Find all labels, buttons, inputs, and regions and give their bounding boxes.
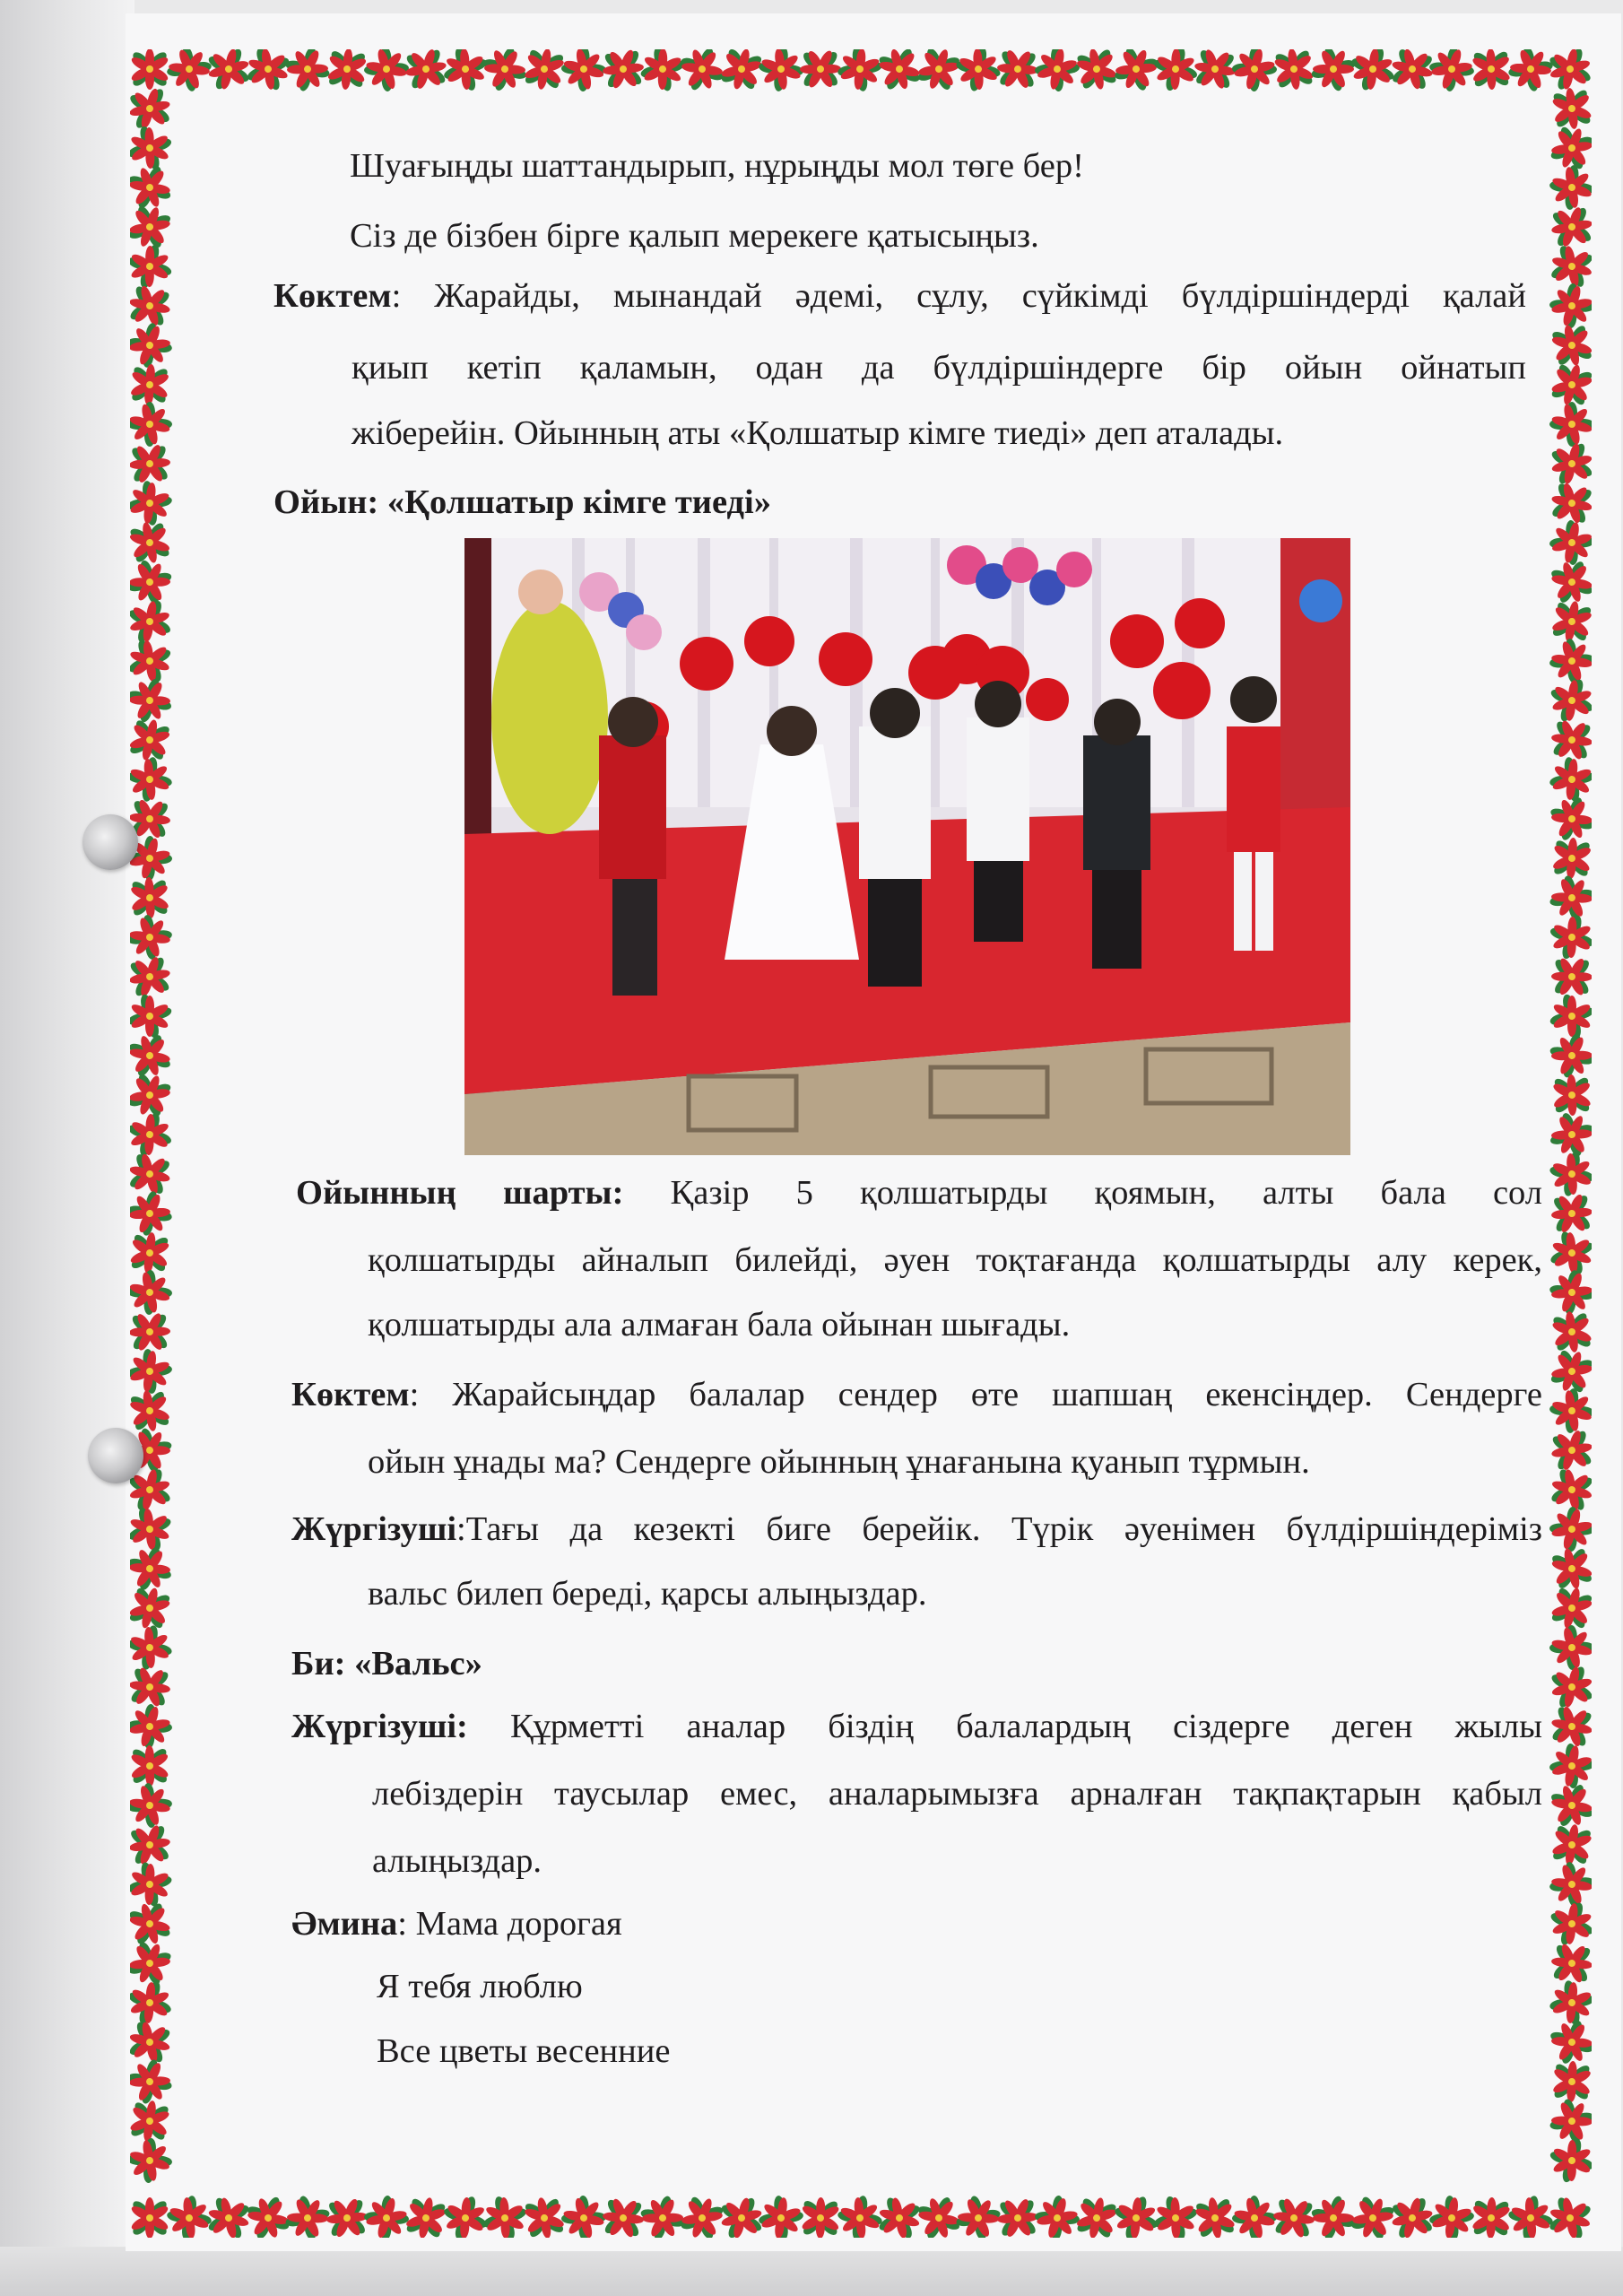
poinsettia-icon [1543,1146,1592,1203]
dialogue-line: Әмина: Мама дорогая [291,1905,622,1943]
poinsettia-icon [280,49,335,97]
poinsettia-icon [1548,204,1592,250]
poinsettia-icon [1072,49,1120,93]
poinsettia-icon [601,49,646,91]
punch-hole-bottom [88,1428,143,1483]
poinsettia-icon [325,2196,369,2238]
poinsettia-icon [130,396,178,453]
poinsettia-icon [130,876,171,919]
poinsettia-icon [130,2132,178,2189]
poinsettia-icon [995,2196,1039,2238]
poinsettia-icon [1544,870,1592,926]
poinsettia-icon [601,2196,646,2238]
poinsettia-icon [1548,1544,1592,1593]
poinsettia-icon [1543,514,1592,571]
poinsettia-icon [130,1068,176,1121]
poinsettia-icon [1028,49,1086,98]
text-line: қиып кетіп қаламын, одан да бүлдіршіндерге бір ойын ойнатып [352,349,1526,387]
poinsettia-icon [1148,2190,1203,2238]
poinsettia-icon [1549,1941,1592,1985]
poinsettia-icon [130,1698,178,1755]
poinsettia-icon [130,1030,176,1082]
poinsettia-icon [477,2191,532,2238]
text-line: алыңыздар. [372,1842,542,1880]
poinsettia-icon [130,988,178,1044]
poinsettia-icon [438,49,493,96]
poinsettia-icon [130,1777,178,1834]
poinsettia-icon [1543,1974,1592,2031]
poinsettia-icon [130,201,176,254]
poinsettia-icon [130,1665,173,1709]
poinsettia-icon [1546,1662,1592,1712]
poinsettia-icon [130,1745,170,1787]
poinsettia-icon [1543,1382,1592,1439]
poinsettia-icon [1471,2196,1512,2238]
poinsettia-icon [130,282,174,329]
poinsettia-icon [913,49,965,95]
poinsettia-icon [204,2193,255,2238]
poinsettia-icon [1547,1583,1592,1633]
poinsettia-icon [130,317,178,374]
poinsettia-icon [1502,2189,1558,2238]
poinsettia-icon [1544,2193,1592,2238]
speaker-name: Көктем [291,1376,410,1413]
poinsettia-icon [130,2197,169,2238]
poinsettia-icon [130,442,172,485]
poinsettia-icon [1545,1897,1592,1950]
poinsettia-icon [1543,1737,1592,1795]
poinsettia-icon [130,1502,177,1555]
poinsettia-icon [1551,956,1592,997]
poinsettia-icon [1549,1192,1592,1236]
poinsettia-icon [555,2189,612,2238]
poinsettia-icon [800,49,842,90]
poinsettia-icon [1226,2189,1283,2238]
poinsettia-icon [1549,597,1592,645]
poinsettia-icon [130,751,178,807]
poinsettia-icon [1109,49,1163,96]
poinsettia-icon [130,1620,178,1676]
poinsettia-icon [402,49,450,92]
poinsettia-icon [521,49,568,93]
poinsettia-icon [1192,49,1238,92]
poinsettia-icon [1547,360,1592,411]
poinsettia-icon [1551,1074,1592,1117]
poinsettia-icon [1544,988,1592,1044]
speaker-name: Ойынның шарты: [296,1174,624,1212]
poinsettia-icon [1546,240,1592,291]
poinsettia-icon [1543,751,1592,807]
text-line: Сіз де бізбен бірге қалып мерекеге қатысыңыз. [350,217,1039,255]
poinsettia-icon [874,49,924,95]
poinsettia-icon [130,1822,173,1867]
text-line: қолшатырды айналып билейді, әуен тоқтағанда қолшатырды алу керек, [368,1241,1542,1279]
poinsettia-icon [130,596,176,648]
poinsettia-icon [1544,49,1592,94]
poinsettia-icon [130,909,178,966]
text-line: лебіздерін таусылар емес, аналарымызға арналған тақпақтарын қабыл [372,1775,1542,1813]
dance-heading: Би: «Вальс» [291,1645,482,1683]
poinsettia-icon [1471,49,1512,91]
poinsettia-icon [1387,49,1436,93]
poinsettia-icon [1543,159,1592,216]
poinsettia-icon [1543,632,1592,690]
poinsettia-icon [130,161,176,213]
poinsettia-icon [1109,2191,1164,2238]
poinsettia-icon [1549,1309,1592,1355]
poinsettia-icon [1549,1822,1592,1868]
poinsettia-icon [130,1936,177,1990]
poinsettia-icon [1546,121,1592,174]
poinsettia-icon [403,2194,450,2238]
poinsettia-icon [1545,1107,1592,1161]
poinsettia-icon [800,2197,841,2238]
poinsettia-icon [130,2017,175,2067]
poinsettia-icon [1545,1226,1592,1280]
dialogue-line: Жүргізуші: Құрметті аналар біздің балалардың сіздерге деген жылы [291,1708,1542,1745]
poinsettia-icon [130,1108,178,1162]
speaker-name: Әмина [291,1905,398,1943]
poinsettia-icon [635,49,691,97]
poinsettia-icon [1547,439,1592,489]
poinsettia-icon [1550,836,1592,880]
poinsettia-icon [438,2191,493,2238]
poinsettia-icon [913,2192,965,2238]
scan-shadow [0,0,135,2296]
poinsettia-icon [716,2193,767,2238]
poinsettia-icon [1548,1702,1592,1750]
poinsettia-icon [130,1185,178,1241]
poinsettia-icon [995,49,1039,91]
poinsettia-icon [1546,1779,1592,1832]
poinsettia-icon [130,1976,177,2030]
poinsettia-icon [1148,49,1203,97]
poinsettia-icon [1271,2196,1316,2238]
poinsettia-icon [130,1264,178,1321]
poinsettia-icon [1306,49,1361,97]
poinsettia-icon [130,1583,175,1633]
poinsettia-icon [130,1542,177,1596]
poinsettia-icon [130,1898,175,1949]
poinsettia-icon [1271,49,1316,92]
poinsettia-icon [950,2190,1007,2238]
poinsettia-icon [358,2189,415,2238]
poinsettia-icon [1028,2189,1086,2238]
poinsettia-icon [325,49,369,91]
poinsettia-icon [555,49,612,98]
poinsettia-icon [130,474,178,531]
poinsettia-icon [204,49,255,94]
poinsettia-icon [130,716,174,765]
poinsettia-icon [130,1857,178,1912]
poinsettia-icon [130,362,171,406]
poinsettia-icon [1387,2194,1436,2238]
poinsettia-icon [1548,321,1592,370]
poinsettia-icon [130,1150,175,1199]
photo-children-balloons [464,538,1350,1155]
dialogue-line: Көктем: Жарайсыңдар балалар сендер өте шапшаң екенсіңдер. Сендерге [291,1376,1542,1413]
text-line: жіберейін. Ойынның аты «Қолшатыр кімге тиеді» деп аталады. [352,414,1284,452]
poinsettia-icon [1546,1344,1592,1397]
poinsettia-icon [130,49,169,90]
poinsettia-icon [130,2098,172,2144]
poinsettia-icon [1548,479,1592,527]
poinsettia-icon [130,84,174,133]
text-line: қолшатырды ала алмаған бала ойынан шығады. [368,1306,1071,1344]
poinsettia-icon [1549,85,1592,131]
poinsettia-icon [1545,674,1592,727]
text-line: Шуағыңды шаттандырып, нұрыңды мол төге бер! [350,147,1084,185]
poinsettia-icon [130,1311,171,1352]
poinsettia-icon [130,1387,173,1434]
poinsettia-icon [635,2190,690,2238]
poinsettia-icon [831,49,889,98]
poinsettia-icon [280,2190,335,2238]
poinsettia-icon [716,49,766,94]
poinsettia-icon [130,120,178,175]
poinsettia-icon [676,49,729,96]
poinsettia-icon [242,2191,294,2238]
poinsettia-icon [521,2194,568,2238]
speaker-name: Көктем [273,277,392,315]
poinsettia-icon [478,49,533,97]
poinsettia-icon [1306,2190,1361,2238]
poinsettia-icon [1544,909,1592,964]
poinsettia-icon [241,49,294,95]
punch-hole-top [82,814,138,870]
dialogue-line: Ойынның шарты: Қазір 5 қолшатырды қоямын, алты бала сол [296,1174,1542,1212]
poinsettia-icon [130,635,177,687]
text-line: ойын ұнады ма? Сендерге ойынның ұнағанына қуанып тұрмын. [368,1443,1310,1481]
poinsettia-icon [1072,2194,1120,2238]
poinsettia-icon [1544,2093,1592,2150]
poinsettia-icon [1548,1427,1592,1474]
poinsettia-icon [130,1231,172,1275]
poinsettia-icon [950,49,1007,97]
poinsettia-icon [1546,556,1592,608]
poinsettia-icon [1192,2195,1237,2238]
dialogue-line: Көктем: Жарайды, мынандай әдемі, сұлу, сүйкімді бүлдіршіндерді қалай [273,277,1526,315]
poem-line: Я тебя люблю [377,1968,583,2005]
poinsettia-icon [130,518,174,567]
speaker-name: Жүргізуші: [291,1708,468,1745]
poinsettia-icon [130,953,174,1001]
poinsettia-icon [873,2193,924,2238]
poinsettia-icon [1549,718,1592,762]
poinsettia-icon [1502,49,1558,98]
poinsettia-icon [676,2191,729,2238]
poinsettia-icon [130,1343,178,1400]
speaker-name: Жүргізуші [291,1510,457,1548]
poinsettia-icon [1544,1028,1592,1084]
poem-line: Все цветы весенние [377,2032,671,2070]
dialogue-line: Жүргізуші:Тағы да кезекті биге берейік. Түрік әуенімен бүлдіршіндеріміз [291,1510,1542,1548]
poinsettia-icon [1544,2133,1592,2188]
poinsettia-icon [1346,2191,1399,2238]
poinsettia-icon [1545,2015,1592,2070]
poinsettia-icon [1346,49,1400,96]
poinsettia-icon [1545,792,1592,847]
poinsettia-icon [1543,1856,1592,1913]
scan-shadow-bottom [0,2247,1623,2296]
game-heading: Ойын: «Қолшатыр кімге тиеді» [273,483,771,521]
poinsettia-icon [1546,1465,1592,1516]
text-line: вальс билеп береді, қарсы алыңыздар. [368,1575,927,1613]
poinsettia-icon [130,239,178,294]
poinsettia-icon [752,49,810,98]
poinsettia-icon [1550,2060,1592,2103]
